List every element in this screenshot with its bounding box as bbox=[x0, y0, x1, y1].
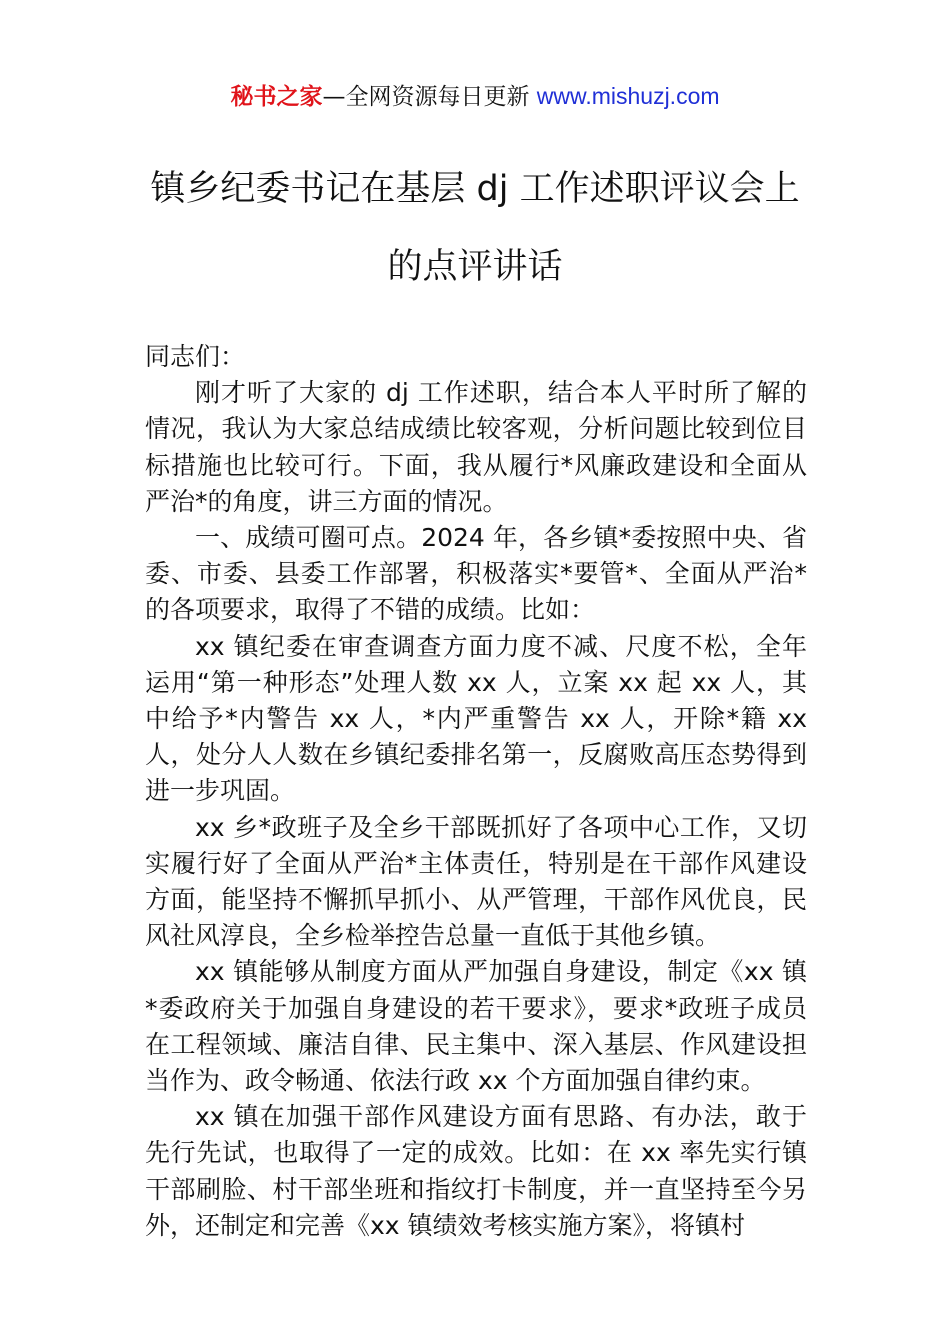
document-body bbox=[145, 339, 807, 1244]
body-paragraph-5: xx 镇能够从制度方面从严加强自身建设，制定《xx 镇*委政府关于加强自身建设的若干要求》，要求*政班子成员在工程领域、廉洁自律、民主集中、深入基层、作风建设担当作为、政令畅通、依法行政 xx 个方面加强自律约束。 bbox=[145, 957, 807, 1096]
brand-name: 秘书之家 bbox=[230, 84, 323, 110]
site-header bbox=[0, 80, 950, 113]
title-line-1: 镇乡纪委书记在基层 dj 工作述职评议会上 bbox=[150, 169, 800, 209]
header-tagline: —全网资源每日更新 bbox=[322, 84, 537, 110]
body-paragraph-1: 刚才听了大家的 dj 工作述职，结合本人平时所了解的情况，我认为大家总结成绩比较客观，分析问题比较到位目标措施也比较可行。下面，我从履行*风廉政建设和全面从严治*的角度，讲三方面的情况。 bbox=[145, 378, 807, 516]
body-paragraph-3: xx 镇纪委在审查调查方面力度不减、尺度不松，全年运用“第一种形态”处理人数 xx 人，立案 xx 起 xx 人，其中给予*内警告 xx 人，*内严重警告 xx 人，开除*籍 xx 人，处分人人数在乡镇纪委排名第一，反腐败高压态势得到进一步巩固。 bbox=[145, 631, 807, 806]
site-url-link[interactable]: www.mishuzj.com bbox=[536, 83, 720, 109]
body-paragraph-6: xx 镇在加强干部作风建设方面有思路、有办法，敢于先行先试，也取得了一定的成效。比如：在 xx 率先实行镇干部刷脸、村干部坐班和指纹打卡制度，并一直坚持至今另外，还制定和完善《xx 镇绩效考核实施方案》，将镇村 bbox=[145, 1102, 807, 1240]
body-paragraph-4: xx 乡*政班子及全乡干部既抓好了各项中心工作，又切实履行好了全面从严治*主体责任，特别是在干部作风建设方面，能坚持不懈抓早抓小、从严管理，干部作风优良，民风社风淳良，全乡检举控告总量一直低于其他乡镇。 bbox=[145, 812, 807, 951]
body-paragraph-2: 一、成绩可圈可点。2024 年，各乡镇*委按照中央、省委、市委、县委工作部署，积极落实*要管*、全面从严治*的各项要求，取得了不错的成绩。比如： bbox=[145, 523, 807, 625]
salutation: 同志们： bbox=[145, 342, 246, 371]
document-title bbox=[130, 150, 820, 306]
title-line-2: 的点评讲话 bbox=[387, 247, 563, 287]
